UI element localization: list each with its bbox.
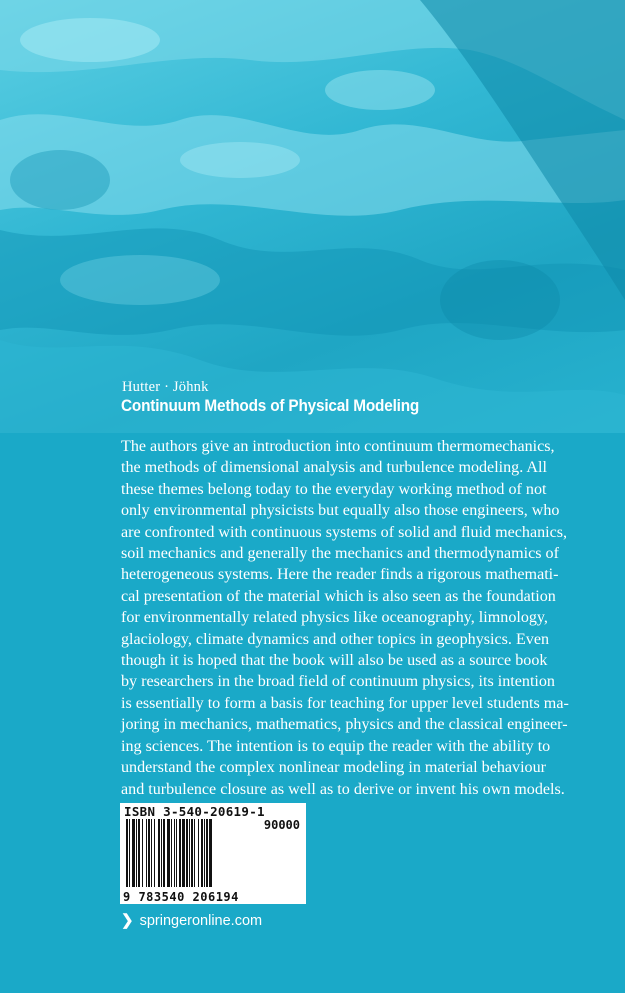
- blurb-line: and turbulence closure as well as to derive or invent his own models.: [121, 780, 565, 798]
- blurb-line: understand the complex nonlinear modeling in material behaviour: [121, 759, 547, 777]
- blurb-line: for environmentally related physics like oceanography, limnology,: [121, 609, 548, 627]
- isbn-barcode: [120, 803, 306, 904]
- blurb-line: these themes belong today to the everyday working method of not: [121, 480, 547, 498]
- blurb-line: though it is hoped that the book will also be used as a source book: [121, 652, 548, 670]
- blurb-line: joring in mechanics, mathematics, physics and the classical engineer-: [121, 716, 568, 734]
- website-url: springeronline.com: [139, 913, 263, 929]
- website-link[interactable]: [121, 911, 262, 929]
- blurb-line: the methods of dimensional analysis and turbulence modeling. All: [121, 459, 547, 477]
- ean-digits: 9 783540 206194: [123, 890, 239, 904]
- blurb-line: only environmental physicists but equally also those engineers, who: [121, 502, 560, 520]
- glacier-landscape-image: [0, 0, 625, 433]
- chevron-right-icon: ❯: [121, 912, 134, 929]
- blurb-line: heterogeneous systems. Here the reader finds a rigorous mathemati-: [121, 566, 559, 584]
- blurb-line: cal presentation of the material which is also seen as the foundation: [121, 587, 556, 605]
- isbn-number: ISBN 3-540-20619-1: [124, 804, 265, 819]
- blurb-line: are confronted with continuous systems of solid and fluid mechanics,: [121, 523, 568, 541]
- authors: Hutter · Jöhnk: [122, 379, 209, 395]
- blurb-line: The authors give an introduction into continuum thermomechanics,: [121, 438, 555, 455]
- cover-photo: [0, 0, 625, 433]
- barcode-bars: [126, 819, 246, 889]
- blurb-line: by researchers in the broad field of continuum physics, its intention: [121, 673, 555, 691]
- blurb-line: soil mechanics and generally the mechanics and thermodynamics of: [121, 545, 559, 563]
- blurb-line: is essentially to form a basis for teaching for upper level students ma-: [121, 694, 569, 712]
- price-code: 90000: [263, 818, 300, 832]
- blurb-line: ing sciences. The intention is to equip the reader with the ability to: [121, 737, 551, 755]
- blurb-line: glaciology, climate dynamics and other topics in geophysics. Even: [121, 630, 550, 648]
- blurb: [121, 436, 591, 800]
- book-title: Continuum Methods of Physical Modeling: [121, 397, 420, 415]
